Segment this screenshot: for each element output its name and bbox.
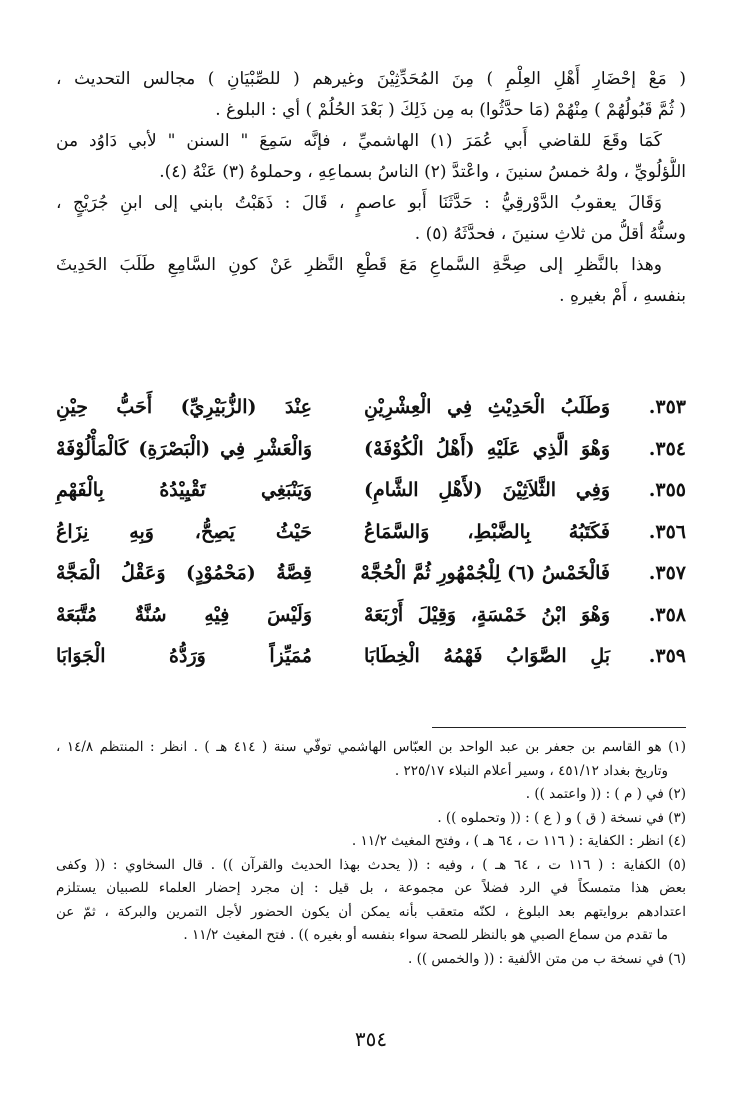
verse-first-hemistich: فَكَتَبُهُ بِالضَّبْطِ، وَالسَّمَاعُ	[364, 520, 610, 543]
footnote-line: (٣) في نسخة ( ق ) و ( ع ) : (( وتحملوه )) .	[437, 809, 686, 826]
footnote-separator	[432, 727, 686, 728]
verse-number: ٣٥٥.	[648, 479, 686, 501]
commentary-line: وَقَالَ يعقوبُ الدَّوْرقِيُّ : حَدَّثَنَا أَبو عاصمٍ ، قَالَ : ذَهَبْتُ بابني إلى ابنِ جُرَيْجٍ ،	[56, 193, 662, 213]
commentary-line: بنفسهِ ، أَمْ بغيرهِ .	[559, 286, 686, 306]
commentary-line: كَمَا وقَعَ للقاضي أَبي عُمَرَ (١) الهاشميِّ ، فإنَّه سَمِعَ " السنن " لأبي دَاوُد من	[56, 131, 662, 151]
commentary-line: ( مَعْ إحْضَارِ أَهْلِ العِلْمِ ) مِنَ المُحَدِّثِيْنَ وغيرهم ( للصِّبْيَانِ ) مجالس التحديث ،	[56, 69, 686, 89]
verse-line	[56, 438, 686, 480]
verse-line	[56, 645, 686, 687]
page-number: ٣٥٤	[354, 1027, 388, 1051]
verse-second-hemistich: وَيَنْبَغِي تَقْيِيْدُهُ بِالْفَهْمِ	[56, 479, 312, 501]
verse-first-hemistich: فَالْخَمْسُ (٦) لِلْجُمْهُورِ ثُمَّ الْحُجَّهْ	[360, 562, 610, 584]
commentary-line: وسنُّهُ أقلُّ من ثلاثِ سنينَ ، فحدَّثَهُ (٥) .	[414, 224, 686, 244]
footnote-line: (٦) في نسخة ب من متن الألفية : (( والخمس )) .	[408, 950, 686, 967]
verse-number: ٣٥٩.	[648, 645, 686, 667]
verse-first-hemistich: بَلِ الصَّوَابُ فَهْمُهُ الْخِطَابَا	[364, 645, 610, 667]
commentary-line: اللُّؤلُويِّ ، ولهُ خمسُ سنينَ ، واعْتدَّ (٢) الناسُ بسماعِهِ ، وحملوهُ (٣) عَنْهُ (٤).	[159, 162, 686, 182]
commentary-line: ( ثُمَّ قَبُولُهُمْ ) مِنْهُمْ (مَا حدَّثُوا) به مِن ذَلِكَ ( بَعْدَ الحُلُمْ ) أي : البلوغ .	[215, 100, 686, 120]
footnote-line: (٤) انظر : الكفاية : ( ١١٦ ت ، ٦٤ هـ ) ، وفتح المغيث ١١/٢ .	[351, 833, 686, 849]
verse-second-hemistich: قِصَّةُ (مَحْمُوْدٍ) وَعَقْلُ الْمَجَّهْ	[56, 562, 312, 584]
verse-second-hemistich: حَيْثُ يَصِحُّ، وَبِهِ نِزَاعُ	[56, 520, 312, 543]
commentary-text	[56, 64, 686, 312]
verse-first-hemistich: وَطَلَبُ الْحَدِيْثِ فِي الْعِشْرِيْنِ	[364, 396, 610, 418]
footnotes	[56, 736, 686, 971]
verse-line	[56, 562, 686, 604]
verse-number: ٣٥٤.	[648, 437, 686, 460]
verse-line	[56, 396, 686, 438]
verse-line	[56, 479, 686, 521]
verse-second-hemistich: وَالْعَشْرِ فِي (الْبَصْرَةِ) كَالْمَأْلُوْفَهْ	[56, 437, 312, 460]
verse-number: ٣٥٣.	[648, 396, 686, 418]
verse-second-hemistich: وَلَيْسَ فِيْهِ سُنَّةٌ مُتَّبَعَهْ	[56, 603, 312, 626]
verse-number: ٣٥٨.	[648, 603, 686, 626]
verse-number: ٣٥٧.	[648, 562, 686, 584]
footnote-line: اعتدادهم بروايتهم بعد البلوغ ، لكنّه متعقب بأنه يمكن أن يكون الحضور لأجل التمرين والبركة ، ثمّ عن	[56, 903, 686, 920]
verse-second-hemistich: مُمَيِّزاً وَرَدُّهُ الْجَوَابَا	[56, 645, 312, 667]
verse-number: ٣٥٦.	[648, 520, 686, 543]
verse-first-hemistich: وَهْوَ ابْنُ خَمْسَةٍ، وَقِيْلَ أَرْبَعَهْ	[364, 603, 610, 626]
commentary-line: وهذا بالنَّظرِ إلى صِحَّةِ السَّماعِ مَعَ قَطْعِ النَّظرِ عَنْ كونِ السَّامِعِ طَلَبَ الحَدِيثَ	[56, 255, 662, 275]
footnote-line: (١) هو القاسم بن جعفر بن عبد الواحد بن العبّاس الهاشمي توفّي سنة ( ٤١٤ هـ ) . انظر : المنتظم ١٤/٨ ،	[56, 739, 686, 755]
footnote-line: (٥) الكفاية : ( ١١٦ ت ، ٦٤ هـ ) ، وفيه : (( يحدث بهذا الحديث والقرآن )) . قال السخاوي : (( وكفى	[56, 856, 686, 873]
footnote-line: ما تقدم من سماع الصبي هو بالنظر للصحة سواء بنفسه أو بغيره )) . فتح المغيث ١١/٢ .	[183, 927, 668, 943]
footnote-line: (٢) في ( م ) : (( واعتمد )) .	[525, 786, 686, 802]
verse-second-hemistich: عِنْدَ (الزُّبَيْرِيِّ) أَحَبُّ حِيْنِ	[56, 396, 312, 418]
verse-line	[56, 604, 686, 646]
verse-first-hemistich: وَهْوَ الَّذِي عَلَيْهِ (أَهْلُ الْكُوْفَهْ)	[364, 437, 610, 460]
footnote-line: بعض هذا متمسكاً في الرد فضلاً عن مجموعة ، بل قيل : إن مجرد إحضار العلماء للصبيان يستلزم	[56, 880, 686, 896]
verse-line	[56, 521, 686, 563]
footnote-line: وتاريخ بغداد ٤٥١/١٢ ، وسير أعلام النبلاء ٢٢٥/١٧ .	[394, 762, 668, 779]
poem-verses	[56, 396, 686, 687]
verse-first-hemistich: وَفِي الثَّلاَثِيْنَ (لأَهْلِ الشَّامِ)	[364, 479, 610, 501]
